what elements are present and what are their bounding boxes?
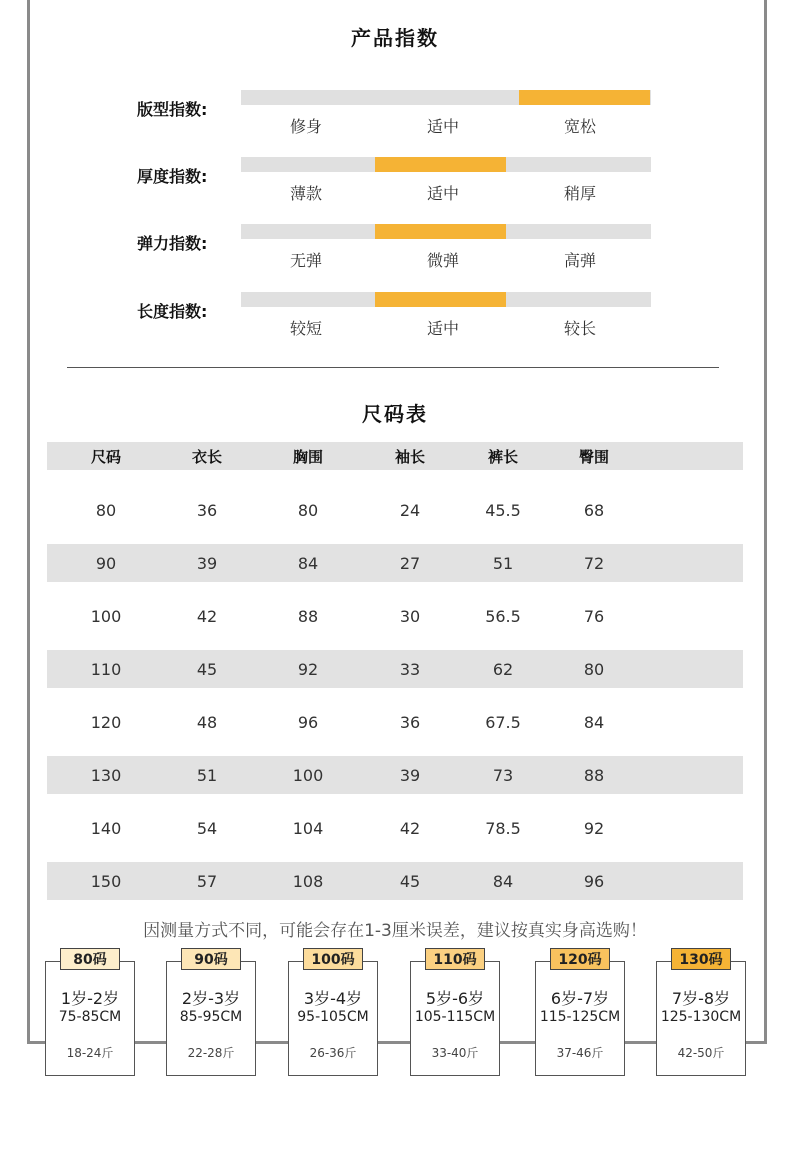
size-table-cell: 36	[196, 500, 218, 520]
index-option-label: 较长	[563, 319, 596, 338]
index-bar-highlight	[375, 224, 506, 239]
size-table-cell: 92	[583, 818, 605, 838]
size-card-height: 75-85CM	[58, 1009, 122, 1025]
size-table-cell: 39	[196, 553, 218, 573]
size-table-cell: 73	[492, 765, 514, 785]
size-table-cell: 90	[95, 553, 117, 573]
index-bar-highlight	[375, 157, 506, 172]
index-option-label: 高弹	[563, 251, 596, 270]
product-index-title: 产品指数	[351, 26, 439, 50]
size-table-cell: 76	[583, 606, 605, 626]
index-option-label: 微弹	[426, 251, 459, 270]
index-label: 弹力指数:	[137, 234, 208, 253]
size-card-height: 115-125CM	[539, 1009, 621, 1025]
index-option-label: 较短	[289, 319, 322, 338]
size-card	[410, 961, 500, 1076]
index-bar	[241, 292, 651, 307]
size-table-row	[47, 491, 743, 529]
index-label: 长度指数:	[137, 302, 208, 321]
size-table-cell: 30	[399, 606, 421, 626]
size-table-cell: 150	[90, 871, 122, 891]
size-table-cell: 51	[196, 765, 218, 785]
size-table-cell: 67.5	[485, 712, 521, 732]
size-table-cell: 68	[583, 500, 605, 520]
index-option-label: 宽松	[563, 117, 596, 136]
size-table-cell: 33	[399, 659, 421, 679]
size-table-cell: 48	[196, 712, 218, 732]
size-table-row	[47, 650, 743, 688]
size-chart-title: 尺码表	[362, 402, 428, 426]
size-table-cell: 24	[399, 500, 421, 520]
size-table-cell: 80	[297, 500, 319, 520]
size-table-cell: 54	[196, 818, 218, 838]
size-card-height: 85-95CM	[179, 1009, 243, 1025]
size-card-weight: 22-28斤	[187, 1046, 235, 1060]
size-card-height: 105-115CM	[414, 1009, 496, 1025]
size-card-weight: 42-50斤	[677, 1046, 725, 1060]
size-card	[166, 961, 256, 1076]
size-table-header-cell: 裤长	[487, 447, 518, 466]
size-table-cell: 27	[399, 553, 421, 573]
size-table-row	[47, 862, 743, 900]
size-table-cell: 92	[297, 659, 319, 679]
size-card-weight: 33-40斤	[431, 1046, 479, 1060]
size-table-header-cell: 尺码	[90, 447, 121, 466]
size-card-height: 95-105CM	[297, 1009, 369, 1025]
index-bar	[241, 90, 651, 105]
size-table-cell: 62	[492, 659, 514, 679]
measurement-note: 因测量方式不同，可能会存在1-3厘米误差，建议按真实身高选购！	[143, 921, 647, 941]
index-bar	[241, 157, 651, 172]
size-table-header	[47, 442, 743, 470]
index-bar-highlight	[375, 292, 506, 307]
index-option-label: 适中	[426, 184, 459, 203]
size-card-age: 2岁-3岁	[181, 989, 241, 1008]
index-option-label: 稍厚	[563, 184, 596, 203]
size-table-cell: 108	[292, 871, 324, 891]
size-table-cell: 42	[196, 606, 218, 626]
size-card-tag: 130码	[671, 948, 731, 970]
size-table-row	[47, 756, 743, 794]
index-label: 厚度指数:	[137, 167, 208, 186]
size-table-cell: 88	[297, 606, 319, 626]
size-table-cell: 45	[196, 659, 218, 679]
size-card-height: 125-130CM	[660, 1009, 742, 1025]
size-card	[656, 961, 746, 1076]
size-table-cell: 72	[583, 553, 605, 573]
size-table-cell: 100	[292, 765, 324, 785]
size-card-tag: 100码	[303, 948, 363, 970]
size-table-cell: 80	[95, 500, 117, 520]
size-card	[535, 961, 625, 1076]
size-table-cell: 39	[399, 765, 421, 785]
size-table-cell: 45.5	[485, 500, 521, 520]
size-card-weight: 26-36斤	[309, 1046, 357, 1060]
size-card-tag: 80码	[60, 948, 120, 970]
index-option-label: 适中	[426, 319, 459, 338]
size-table-cell: 100	[90, 606, 122, 626]
index-option-label: 修身	[289, 117, 322, 136]
size-table-row	[47, 809, 743, 847]
size-card	[288, 961, 378, 1076]
size-table-header-cell: 衣长	[191, 447, 222, 466]
size-table-cell: 80	[583, 659, 605, 679]
index-bar	[241, 224, 651, 239]
size-table-cell: 88	[583, 765, 605, 785]
size-table-cell: 36	[399, 712, 421, 732]
size-table-cell: 84	[492, 871, 514, 891]
size-table-cell: 56.5	[485, 606, 521, 626]
size-card	[45, 961, 135, 1076]
size-table-cell: 96	[297, 712, 319, 732]
size-card-tag: 120码	[550, 948, 610, 970]
size-table-cell: 130	[90, 765, 122, 785]
index-option-label: 无弹	[289, 251, 322, 270]
size-table-cell: 140	[90, 818, 122, 838]
size-card-age: 1岁-2岁	[60, 989, 120, 1008]
size-card-age: 7岁-8岁	[671, 989, 731, 1008]
index-label: 版型指数:	[137, 100, 208, 119]
size-card-age: 5岁-6岁	[425, 989, 485, 1008]
size-card-tag: 110码	[425, 948, 485, 970]
size-card-tag: 90码	[181, 948, 241, 970]
index-option-label: 薄款	[289, 184, 322, 203]
size-table-cell: 84	[583, 712, 605, 732]
size-table-cell: 51	[492, 553, 514, 573]
size-table-cell: 78.5	[485, 818, 521, 838]
size-table-cell: 84	[297, 553, 319, 573]
size-card-age: 3岁-4岁	[303, 989, 363, 1008]
size-card-weight: 37-46斤	[556, 1046, 604, 1060]
size-table-header-cell: 臀围	[578, 447, 609, 466]
size-table-cell: 104	[292, 818, 324, 838]
size-table-header-cell: 袖长	[394, 447, 425, 466]
size-card-age: 6岁-7岁	[550, 989, 610, 1008]
size-table-cell: 42	[399, 818, 421, 838]
size-table-row	[47, 703, 743, 741]
size-table-cell: 120	[90, 712, 122, 732]
size-table-row	[47, 544, 743, 582]
size-table-cell: 57	[196, 871, 218, 891]
index-bar-highlight	[519, 90, 650, 105]
size-table-header-cell: 胸围	[292, 447, 323, 466]
size-table-cell: 96	[583, 871, 605, 891]
index-option-label: 适中	[426, 117, 459, 136]
size-table-cell: 110	[90, 659, 122, 679]
size-table-cell: 45	[399, 871, 421, 891]
size-table-row	[47, 597, 743, 635]
size-card-weight: 18-24斤	[66, 1046, 114, 1060]
section-divider	[67, 367, 719, 368]
